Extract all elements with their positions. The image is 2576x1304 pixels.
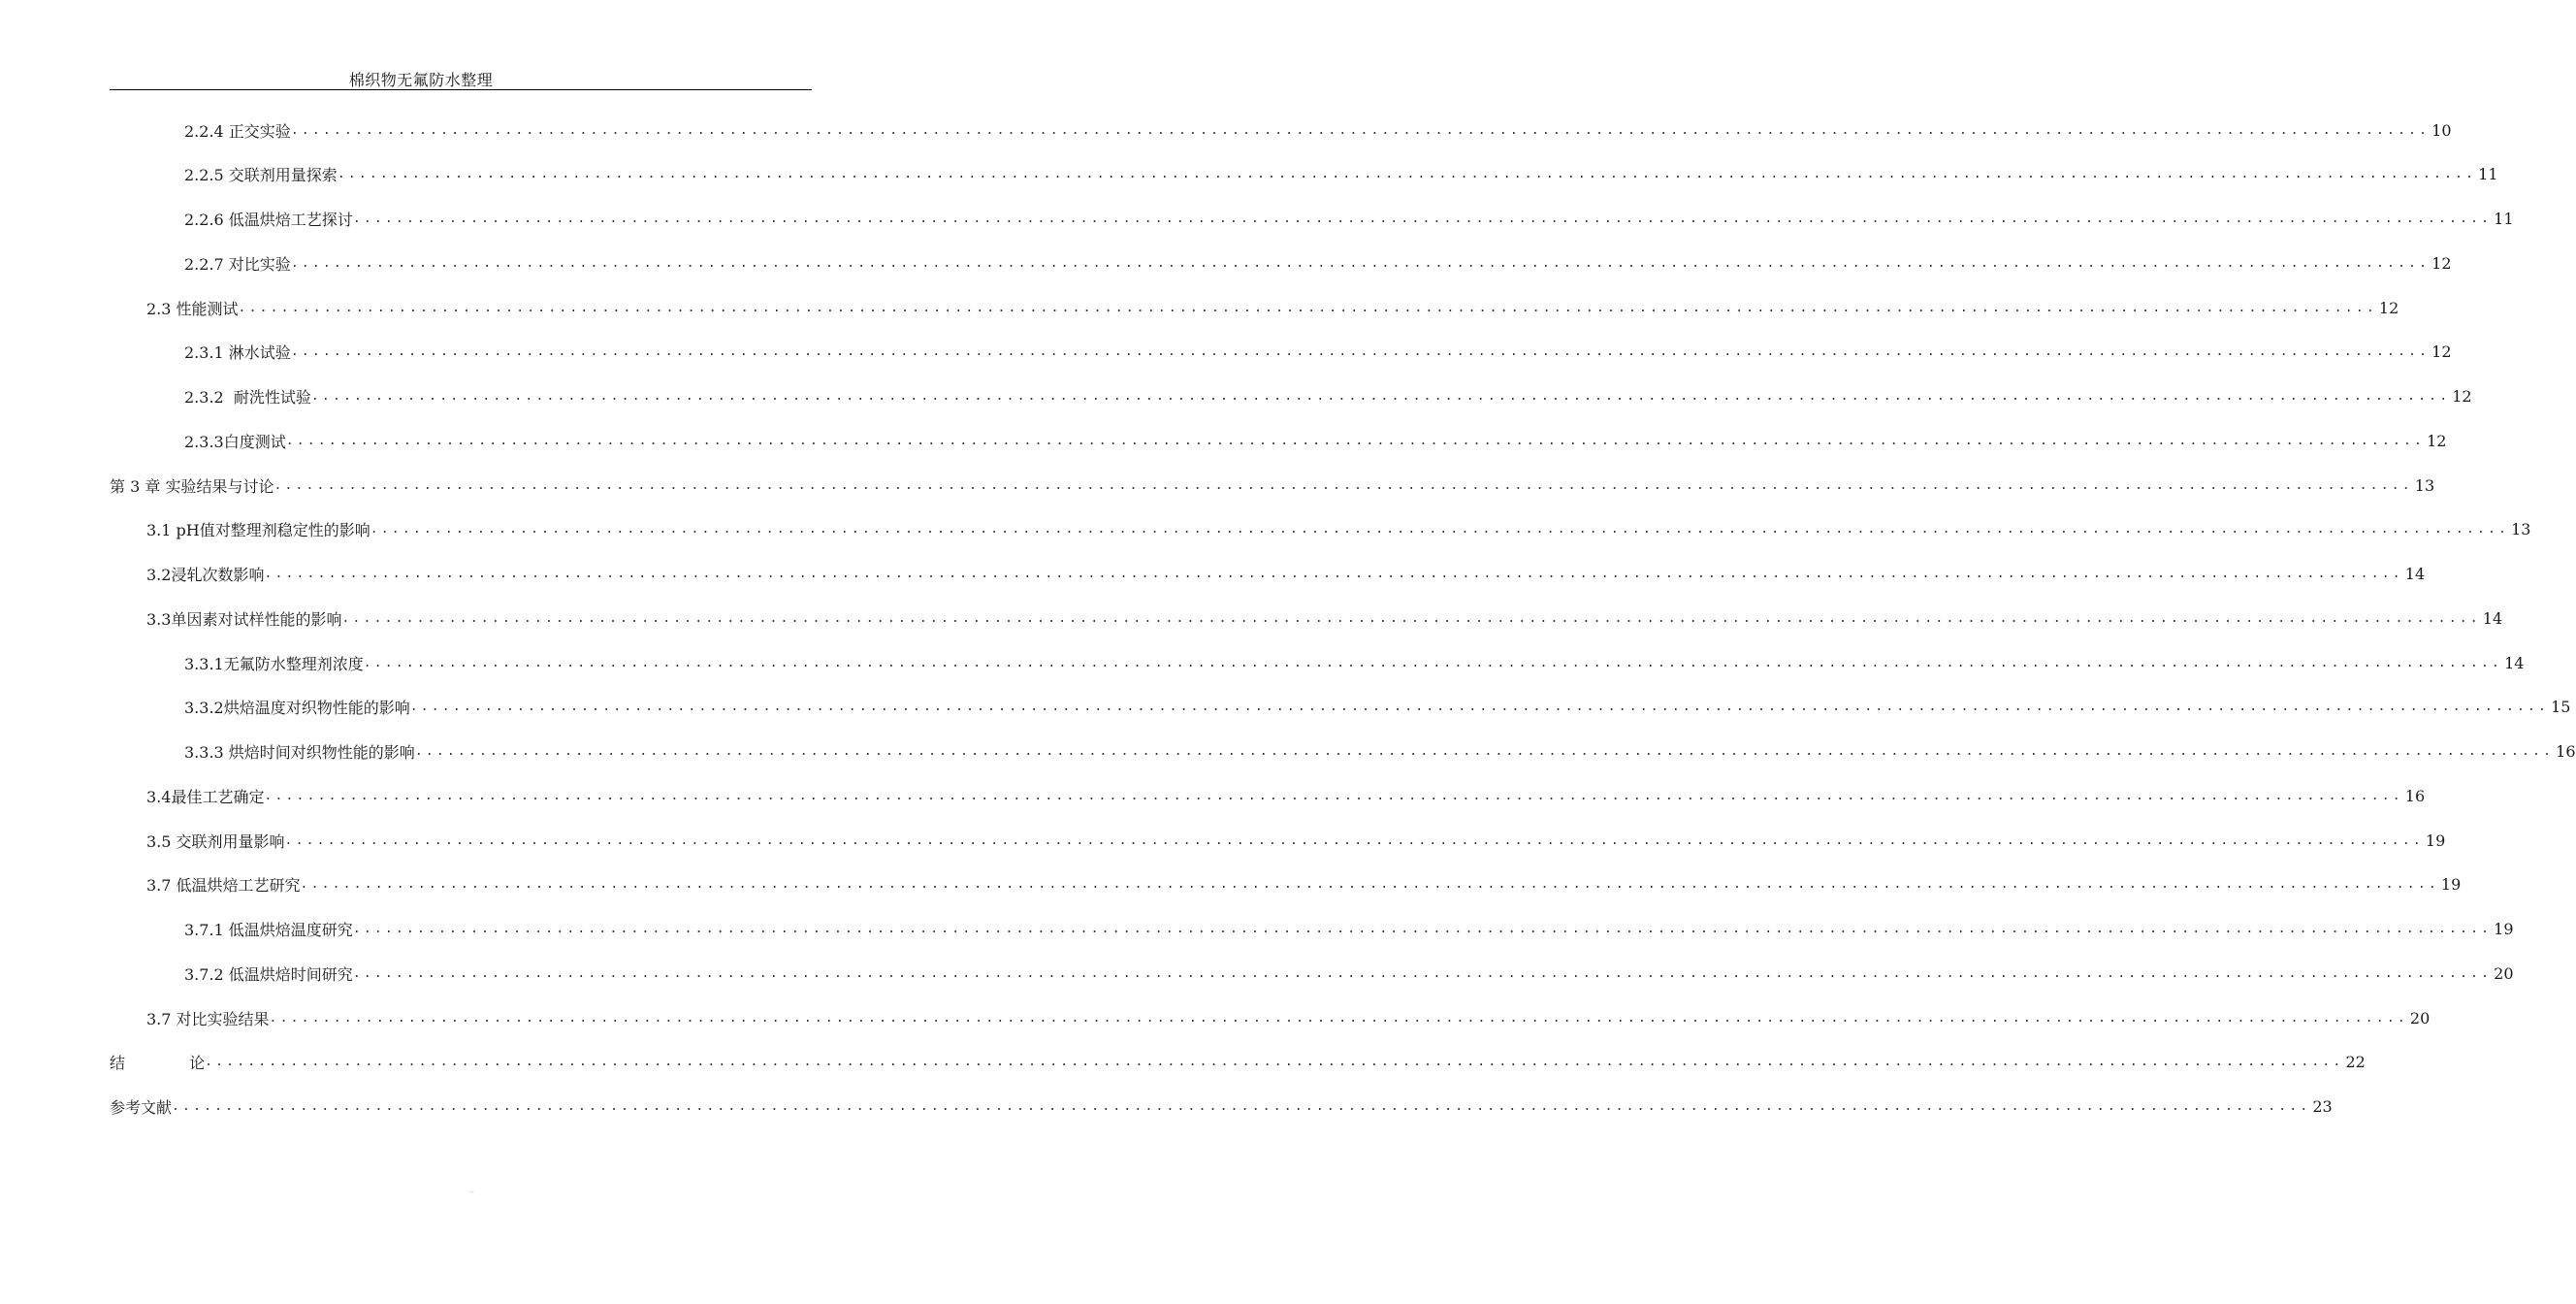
toc-entry-label: 2.2.5 交联剂用量探索 [184, 166, 338, 185]
page-header-title: 棉织物无氟防水整理 [348, 71, 494, 89]
toc-leader-dots: ........................................................................................................................................................................................................ [341, 610, 2481, 626]
toc-entry[interactable] [184, 207, 2514, 232]
toc-leader-dots: ........................................................................................................................................................................................................ [409, 700, 2550, 715]
toc-entry-label: 3.7.2 低温烘焙时间研究 [184, 964, 353, 984]
toc-leader-dots: ........................................................................................................................................................................................................ [172, 1099, 2311, 1114]
toc-entry[interactable] [184, 384, 2472, 409]
toc-entry[interactable] [146, 605, 2503, 631]
toc-entry-page-number: 13 [2511, 520, 2531, 539]
toc-leader-dots: ........................................................................................................................................................................................................ [352, 922, 2493, 936]
toc-leader-dots: ........................................................................................................................................................................................................ [264, 788, 2403, 803]
toc-entry-page-number: 14 [2404, 565, 2426, 583]
toc-leader-dots: ........................................................................................................................................................................................................ [370, 522, 2510, 538]
toc-entry-label: 3.3.1无氟防水整理剂浓度 [184, 654, 364, 673]
toc-entry-label: 2.3 性能测试 [146, 299, 239, 318]
toc-entry-label: 第 3 章 实验结果与讨论 [110, 476, 274, 496]
header-divider [110, 89, 812, 90]
toc-leader-dots: ........................................................................................................................................................................................................ [205, 1055, 2344, 1070]
toc-entry-page-number: 19 [2440, 875, 2462, 895]
toc-entry[interactable] [110, 473, 2435, 498]
toc-leader-dots: ........................................................................................................................................................................................................ [352, 965, 2493, 981]
toc-entry[interactable] [146, 783, 2426, 808]
toc-entry[interactable] [184, 650, 2525, 675]
toc-entry-label: 3.7 对比实验结果 [146, 1009, 270, 1028]
toc-entry-page-number: 12 [2427, 431, 2447, 450]
toc-leader-dots: ........................................................................................................................................................................................................ [269, 1010, 2408, 1026]
toc-entry-page-number: 12 [2431, 342, 2452, 362]
toc-entry[interactable] [146, 872, 2462, 897]
toc-entry[interactable] [184, 739, 2576, 765]
toc-leader-dots: ........................................................................................................................................................................................................ [352, 212, 2493, 226]
toc-entry-page-number: 23 [2312, 1097, 2333, 1116]
toc-entry-label: 3.3单因素对试样性能的影响 [146, 609, 342, 629]
toc-entry-label: 3.3.3 烘焙时间对织物性能的影响 [184, 743, 415, 762]
toc-entry-label: 3.4最佳工艺确定 [146, 787, 265, 806]
toc-leader-dots: ........................................................................................................................................................................................................ [290, 344, 2431, 360]
toc-leader-dots: ........................................................................................................................................................................................................ [337, 167, 2477, 182]
toc-entry-label: 2.3.2 耐洗性试验 [184, 388, 311, 407]
toc-entry-label: 2.3.3白度测试 [184, 432, 286, 451]
toc-leader-dots: ........................................................................................................................................................................................................ [300, 877, 2439, 893]
toc-entry-label: 3.5 交联剂用量影响 [146, 831, 285, 851]
toc-entry[interactable] [184, 917, 2514, 942]
toc-entry-page-number: 14 [2482, 608, 2503, 628]
toc-entry[interactable] [110, 1094, 2333, 1120]
toc-entry-label: 结 论 [110, 1054, 206, 1073]
toc-leader-dots: ........................................................................................................................................................................................................ [264, 567, 2403, 581]
toc-entry[interactable] [146, 828, 2446, 853]
toc-entry[interactable] [184, 340, 2452, 365]
toc-entry[interactable] [184, 117, 2452, 143]
toc-entry-page-number: 11 [2478, 165, 2498, 184]
toc-leader-dots: ........................................................................................................................................................................................................ [285, 433, 2426, 448]
toc-leader-dots: ........................................................................................................................................................................................................ [290, 255, 2431, 271]
toc-entry-label: 3.2浸轧次数影响 [146, 566, 265, 584]
toc-entry-page-number: 12 [2452, 387, 2472, 406]
toc-entry-page-number: 20 [2494, 963, 2514, 983]
toc-entry-page-number: 16 [2556, 742, 2576, 761]
toc-leader-dots: ........................................................................................................................................................................................................ [414, 744, 2555, 759]
toc-entry-label: 3.7 低温烘焙工艺研究 [146, 876, 301, 896]
toc-entry-page-number: 11 [2494, 210, 2514, 228]
toc-leader-dots: ........................................................................................................................................................................................................ [310, 389, 2451, 404]
toc-leader-dots: ........................................................................................................................................................................................................ [284, 832, 2424, 848]
toc-entry-page-number: 15 [2551, 698, 2571, 717]
toc-entry-page-number: 13 [2414, 475, 2435, 495]
toc-entry-label: 2.3.1 淋水试验 [184, 343, 291, 363]
toc-leader-dots: ........................................................................................................................................................................................................ [274, 477, 2413, 493]
toc-leader-dots: ........................................................................................................................................................................................................ [363, 655, 2503, 670]
toc-entry-page-number: 12 [2378, 298, 2399, 317]
toc-entry[interactable] [146, 517, 2531, 542]
toc-entry-page-number: 22 [2345, 1053, 2366, 1072]
toc-entry[interactable] [184, 695, 2571, 720]
toc-entry-page-number: 19 [2425, 831, 2446, 850]
toc-entry-label: 参考文献 [110, 1098, 173, 1117]
toc-entry-page-number: 10 [2431, 120, 2452, 140]
toc-entry[interactable] [184, 250, 2452, 276]
toc-entry[interactable] [184, 428, 2447, 453]
toc-leader-dots: ........................................................................................................................................................................................................ [238, 300, 2377, 315]
toc-entry[interactable] [110, 1050, 2366, 1075]
toc-entry-label: 2.2.4 正交实验 [184, 121, 291, 141]
toc-leader-dots: ........................................................................................................................................................................................................ [290, 122, 2431, 138]
toc-entry-label: 2.2.6 低温烘焙工艺探讨 [184, 211, 353, 229]
toc-entry[interactable] [184, 961, 2514, 986]
toc-entry-label: 3.3.2烘焙温度对织物性能的影响 [184, 699, 410, 718]
toc-entry[interactable] [146, 295, 2399, 320]
toc-entry[interactable] [184, 162, 2498, 187]
toc-entry-label: 3.1 pH值对整理剂稳定性的影响 [146, 521, 370, 540]
toc-entry-page-number: 14 [2504, 653, 2525, 672]
toc-entry[interactable] [146, 562, 2426, 587]
toc-entry-page-number: 19 [2494, 920, 2514, 938]
toc-entry-page-number: 12 [2431, 253, 2452, 273]
toc-entry-page-number: 20 [2409, 1008, 2431, 1027]
toc-entry[interactable] [146, 1005, 2431, 1030]
toc-entry-label: 3.7.1 低温烘焙温度研究 [184, 921, 353, 939]
toc-entry-page-number: 16 [2404, 786, 2426, 805]
footer-mark: .. [469, 1188, 475, 1194]
toc-entry-label: 2.2.7 对比实验 [184, 254, 291, 274]
